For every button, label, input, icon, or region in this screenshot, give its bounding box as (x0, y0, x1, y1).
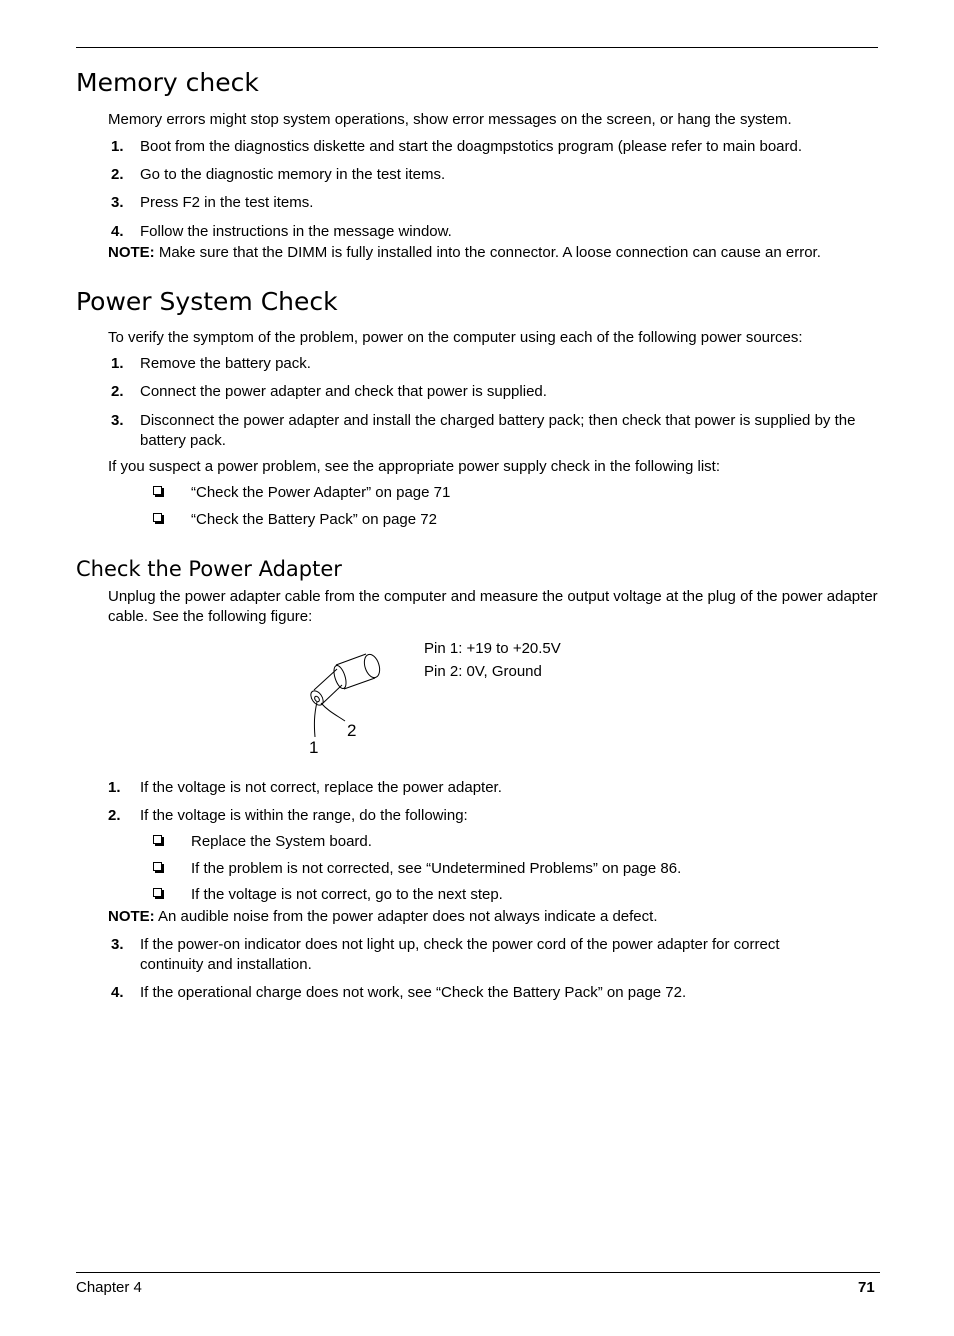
header-rule (76, 47, 878, 48)
checkbox-icon (153, 513, 162, 522)
power-link-adapter: “Check the Power Adapter” on page 71 (191, 484, 451, 501)
adapter-step-4-number: 4. (111, 984, 124, 1001)
checkbox-icon (153, 835, 162, 844)
memory-intro: Memory errors might stop system operations, show error messages on the screen, or hang the system. (108, 111, 792, 128)
power-step-3-text: Disconnect the power adapter and install the charged battery pack; then check that power is supplied by the battery pack. (140, 412, 856, 449)
figure-label-2: 2 (347, 721, 357, 740)
adapter-subitem-1: Replace the System board. (191, 833, 372, 850)
adapter-step-2-text: If the voltage is within the range, do the following: (140, 807, 468, 824)
adapter-note (108, 907, 658, 927)
footer-page-number: 71 (858, 1279, 875, 1296)
power-step-1-number: 1. (111, 355, 124, 372)
power-intro: To verify the symptom of the problem, power on the computer using each of the following power sources: (108, 329, 803, 346)
adapter-note-text: An audible noise from the power adapter does not always indicate a defect. (154, 908, 658, 925)
adapter-step-4-text: If the operational charge does not work, see “Check the Battery Pack” on page 72. (140, 984, 687, 1001)
adapter-intro: Unplug the power adapter cable from the computer and measure the output voltage at the plug of the power adapter cable. See the following figure: (108, 588, 878, 625)
adapter-step-1-text: If the voltage is not correct, replace the power adapter. (140, 779, 502, 796)
memory-step-1-text: Boot from the diagnostics diskette and start the doagmpstotics program (please refer to main board. (140, 138, 803, 155)
adapter-step-3-text: If the power-on indicator does not light up, check the power cord of the power adapter for correct continuity and installation. (140, 936, 780, 973)
footer-chapter: Chapter 4 (76, 1279, 142, 1296)
power-step-1-text: Remove the battery pack. (140, 355, 311, 372)
pin-1-spec: Pin 1: +19 to +20.5V (424, 640, 561, 657)
adapter-step-2-number: 2. (108, 807, 121, 824)
memory-note-text: Make sure that the DIMM is fully installed into the connector. A loose connection can cause an error. (154, 244, 821, 261)
power-plug-icon (308, 652, 382, 737)
memory-step-4-number: 4. (111, 223, 124, 240)
power-link-battery: “Check the Battery Pack” on page 72 (191, 511, 437, 528)
adapter-note-label: NOTE: (108, 908, 155, 925)
adapter-subitem-3: If the voltage is not correct, go to the next step. (191, 886, 503, 903)
footer-rule (76, 1272, 880, 1273)
check-power-adapter-heading: Check the Power Adapter (76, 557, 342, 581)
memory-check-heading: Memory check (76, 68, 259, 97)
power-step-3-number: 3. (111, 412, 124, 429)
power-suspect-text: If you suspect a power problem, see the appropriate power supply check in the following list: (108, 458, 720, 475)
adapter-subitem-2: If the problem is not corrected, see “Undetermined Problems” on page 86. (191, 860, 682, 877)
memory-step-2-text: Go to the diagnostic memory in the test items. (140, 166, 446, 183)
figure-label-1: 1 (309, 738, 319, 757)
memory-note (108, 243, 821, 263)
checkbox-icon (153, 486, 162, 495)
pin-2-spec: Pin 2: 0V, Ground (424, 663, 542, 680)
checkbox-icon (153, 888, 162, 897)
memory-note-label: NOTE: (108, 244, 155, 261)
power-plug-figure (290, 645, 400, 765)
memory-step-3-number: 3. (111, 194, 124, 211)
memory-step-4-text: Follow the instructions in the message window. (140, 223, 452, 240)
power-system-check-heading: Power System Check (76, 287, 338, 316)
adapter-step-1-number: 1. (108, 779, 121, 796)
memory-step-3-text: Press F2 in the test items. (140, 194, 314, 211)
checkbox-icon (153, 862, 162, 871)
power-step-2-text: Connect the power adapter and check that power is supplied. (140, 383, 547, 400)
memory-step-1-number: 1. (111, 138, 124, 155)
power-step-2-number: 2. (111, 383, 124, 400)
adapter-step-3-number: 3. (111, 936, 124, 953)
memory-step-2-number: 2. (111, 166, 124, 183)
